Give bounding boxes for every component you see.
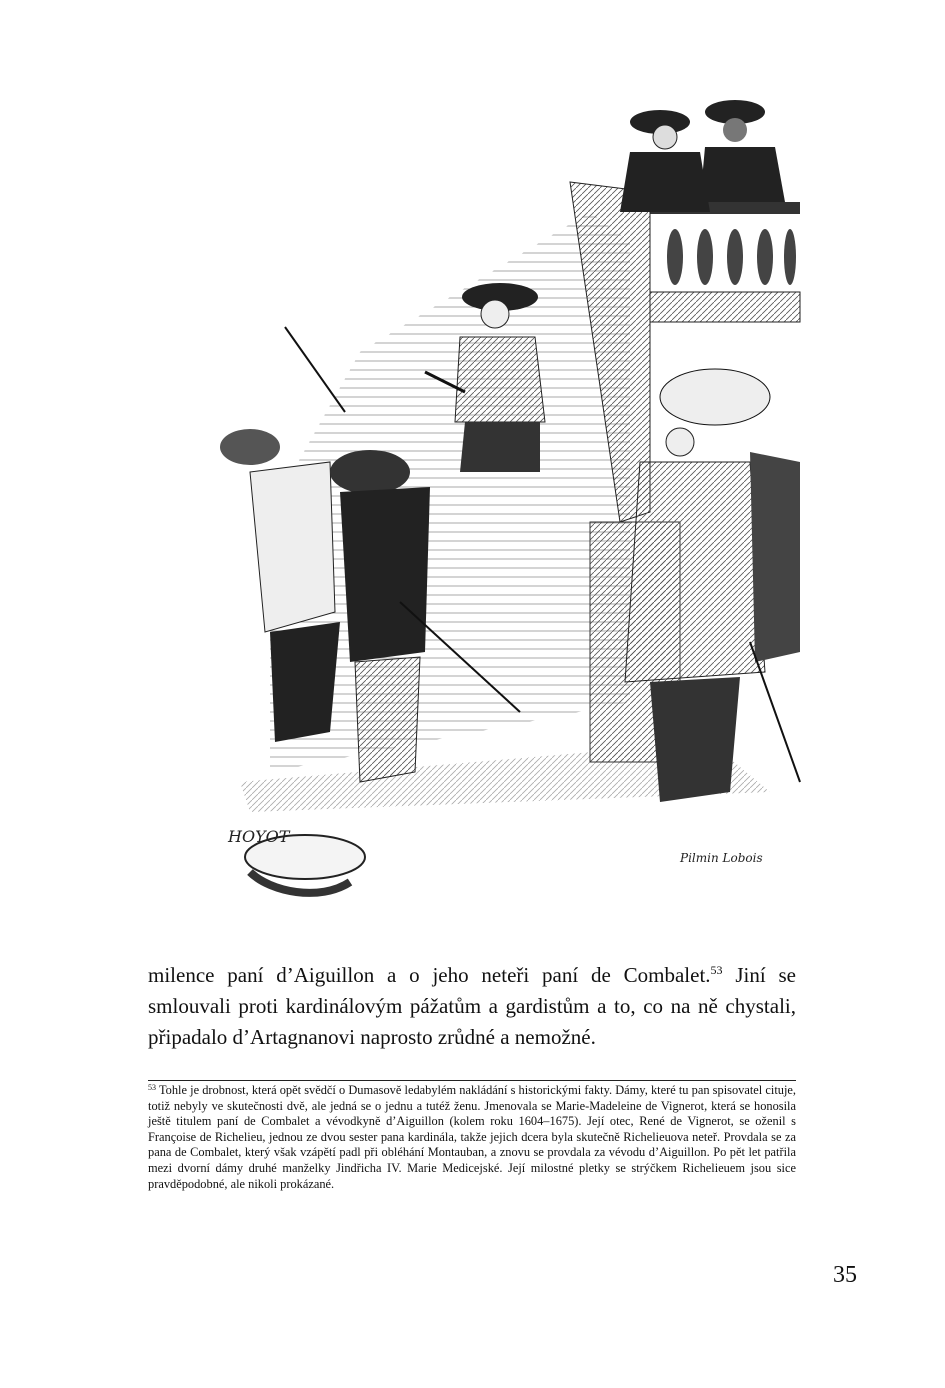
body-text-before-ref: milence paní d’Aiguillon a o jeho neteři paní de Combalet. xyxy=(148,963,711,987)
footnote xyxy=(148,1083,796,1192)
footnote-reference: 53 xyxy=(710,963,723,977)
body-text-after-ref: Jiní se smlouvali proti kardinálovým pážatům a gardistům a to, co na ně chystali, připadalo d’Artagnanovi naprosto zrůdné a nemožné. xyxy=(148,963,796,1049)
engraver-signature-right: Pilmin Lobois xyxy=(680,851,763,865)
artist-signature-left: HOYOT xyxy=(228,827,290,846)
footnote-divider xyxy=(148,1080,796,1081)
balcony-figures xyxy=(620,100,785,212)
body-paragraph xyxy=(148,960,796,1053)
page-number: 35 xyxy=(833,1262,857,1288)
footnote-number: 53 xyxy=(148,1083,156,1092)
footnote-text: Tohle je drobnost, která opět svědčí o Dumasově ledabylém nakládání s historickými fakty. Dámy, které tu pan spisovatel cituje, totiž nebyly ve skutečnosti dvě, ale jedná se o jednu a tutéž ženu. Jmenovala se Marie-Madeleine de Vignerot, která se honosila ještě titulem paní de Combalet a vévodkyně d’Aiguillon (kolem roku 1604–1675). Její otec, René de Vignerot, se oženil s Françoise de Richelieu, jednou ze dvou sester pana kardinála, takže jejich dcera byla skutečně Richelieuova neteř. Provdala se za pana de Combalet, který však vzápětí padl při obléhání Montauban, a znovu se provdala za vévodu d’Aiguillon. Po pět let patřila mezi dvorní dámy druhé manželky Jindřicha IV. Marie Medicejské. Její milostné pletky se strýčkem Richelieuem jsou sice pravděpodobné, ale nikoli prokázané. xyxy=(148,1083,797,1191)
engraving-illustration xyxy=(210,92,810,922)
